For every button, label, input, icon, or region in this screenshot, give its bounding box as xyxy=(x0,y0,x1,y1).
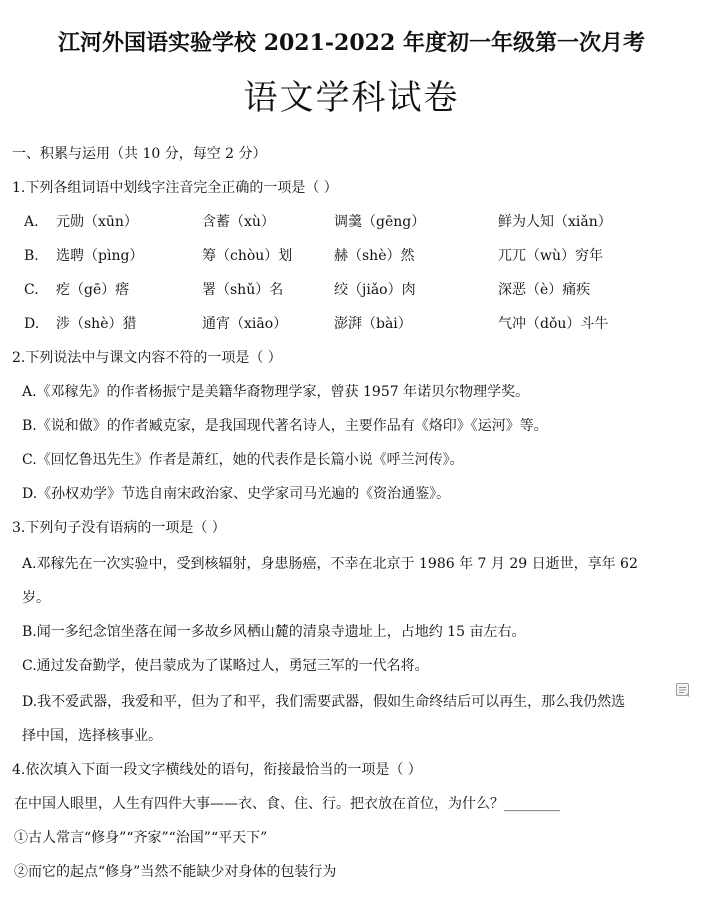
question-2-option-b: B.《说和做》的作者臧克家，是我国现代著名诗人，主要作品有《烙印》《运河》等。 xyxy=(22,418,548,434)
question-3-option-d-line-1: D.我不爱武器，我爱和平，但为了和平，我们需要武器，假如生命终结后可以再生，那么我仍然选 xyxy=(22,694,626,710)
question-3-option-c: C.通过发奋勤学，使吕蒙成为了谋略过人，勇冠三军的一代名将。 xyxy=(22,658,429,674)
choice-cell: 赫（shè）然 xyxy=(334,248,415,264)
section-heading: 一、积累与运用（共 10 分，每空 2 分） xyxy=(12,146,267,162)
question-2-option-a: A.《邓稼先》的作者杨振宁是美籍华裔物理学家，曾获 1957 年诺贝尔物理学奖。 xyxy=(22,384,530,400)
page-title-line-2: 语文学科试卷 xyxy=(243,78,460,118)
choice-cell: 澎湃（bài） xyxy=(334,316,412,332)
choice-cell: 深恶（è）痛疾 xyxy=(498,282,591,298)
question-3-option-a-line-2: 岁。 xyxy=(22,590,50,606)
choice-letter: A. xyxy=(24,214,39,230)
question-3-option-b: B.闻一多纪念馆坐落在闻一多故乡风栖山麓的清泉寺遗址上，占地约 15 亩左右。 xyxy=(22,624,526,640)
choice-cell: 涉（shè）猎 xyxy=(56,316,137,332)
question-4-item-1: ①古人常言“修身”“齐家”“治国”“平天下” xyxy=(14,830,268,846)
choice-letter: C. xyxy=(24,282,39,298)
choice-cell: 筹（chòu）划 xyxy=(202,248,293,264)
question-3-option-d-line-2: 择中国，选择核事业。 xyxy=(22,728,162,744)
choice-cell: 气冲（dǒu）斗牛 xyxy=(498,316,609,332)
choice-cell: 疙（gē）瘩 xyxy=(56,282,130,298)
question-2-option-c: C.《回忆鲁迅先生》作者是萧红，她的代表作是长篇小说《呼兰河传》。 xyxy=(22,452,464,468)
question-4-item-2: ②而它的起点“修身”当然不能缺少对身体的包装行为 xyxy=(14,864,337,880)
choice-cell: 选聘（pìng） xyxy=(56,248,144,264)
question-3-stem: 3.下列句子没有语病的一项是（ ） xyxy=(12,520,226,536)
choice-letter: D. xyxy=(24,316,40,332)
question-2-option-d: D.《孙权劝学》节选自南宋政治家、史学家司马光遍的《资治通鉴》。 xyxy=(22,486,451,502)
choice-cell: 兀兀（wù）穷年 xyxy=(498,248,603,264)
choice-cell: 元勋（xūn） xyxy=(56,214,138,230)
question-1-stem: 1.下列各组词语中划线字注音完全正确的一项是（ ） xyxy=(12,180,338,196)
question-4-paragraph: 在中国人眼里，人生有四件大事——衣、食、住、行。把衣放在首位，为什么？________ xyxy=(14,796,560,812)
question-4-stem: 4.依次填入下面一段文字横线处的语句，衔接最恰当的一项是（ ） xyxy=(12,762,422,778)
choice-cell: 调羹（gēng） xyxy=(334,214,426,230)
word-comment-icon[interactable] xyxy=(675,682,691,698)
choice-cell: 署（shǔ）名 xyxy=(202,282,284,298)
page-title-line-1: 江河外国语实验学校 2021-2022 年度初一年级第一次月考 xyxy=(58,30,645,56)
choice-cell: 含蓄（xù） xyxy=(202,214,275,230)
choice-cell: 绞（jiǎo）肉 xyxy=(334,282,416,298)
question-2-stem: 2.下列说法中与课文内容不符的一项是（ ） xyxy=(12,350,282,366)
choice-cell: 通宵（xiāo） xyxy=(202,316,288,332)
choice-cell: 鲜为人知（xiǎn） xyxy=(498,214,612,230)
choice-letter: B. xyxy=(24,248,39,264)
question-3-option-a-line-1: A.邓稼先在一次实验中，受到核辐射，身患肠癌，不幸在北京于 1986 年 7 月 29 日逝世，享年 62 xyxy=(22,556,638,572)
